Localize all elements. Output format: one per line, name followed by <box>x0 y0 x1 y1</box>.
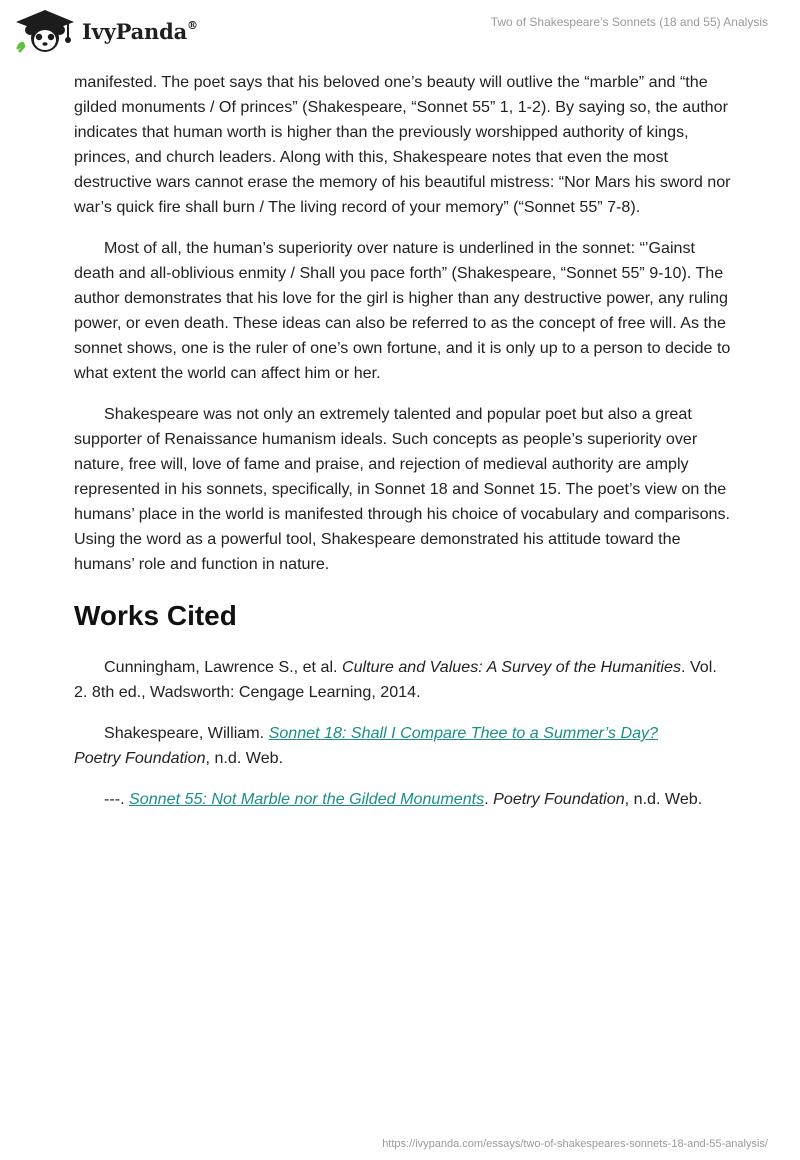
document-title: Two of Shakespeare’s Sonnets (18 and 55) Analysis <box>490 15 768 29</box>
ivypanda-logo[interactable] <box>14 8 198 54</box>
body-paragraph: manifested. The poet says that his beloved one’s beauty will outlive the “marble” and “the gilded monuments / Of princes” (Shakespeare, “Sonnet 55” 1, 1-2). By saying so, the author indicates that human worth is higher than the previously worshipped authority of kings, princes, and church leaders. Along with this, Shakespeare notes that even the most destructive wars cannot erase the memory of his beautiful mistress: “Nor Mars his sword nor war’s quick fire shall burn / The living record of your memory” (“Sonnet 55” 7-8). <box>74 73 731 216</box>
body-paragraph: Most of all, the human’s superiority over nature is underlined in the sonnet: “’Gainst death and all-oblivious enmity / Shall you pace forth” (Shakespeare, “Sonnet 55” 9-10). The author demonstrates that his love for the girl is higher than any destructive power, any ruling power, or even death. These ideas can also be referred to as the concept of free will. As the sonnet shows, one is the ruler of one’s own fortune, and it is only up to a person to decide to what extent the world can affect him or her. <box>74 239 731 382</box>
page-header <box>0 0 800 68</box>
sonnet-55-link[interactable]: Sonnet 55: Not Marble nor the Gilded Monuments <box>129 790 485 808</box>
citation-sonnet-55: ---. Sonnet 55: Not Marble nor the Gilded Monuments. Poetry Foundation, n.d. Web. <box>104 790 703 808</box>
brand-name: IvyPanda® <box>82 18 198 44</box>
body-paragraph: Shakespeare was not only an extremely talented and popular poet but also a great supporter of Renaissance humanism ideals. Such concepts as people’s superiority over nature, free will, love of fame and praise, and rejection of medieval authority are amply represented in his sonnets, specifically, in Sonnet 18 and Sonnet 15. The poet’s view on the humans’ place in the world is manifested through his choice of vocabulary and comparisons. Using the word as a powerful tool, Shakespeare demonstrated his attitude toward the humans’ role and function in nature. <box>74 405 731 573</box>
footer-url[interactable]: https://ivypanda.com/essays/two-of-shakespeares-sonnets-18-and-55-analysis/ <box>382 1138 768 1150</box>
sonnet-18-link[interactable]: Sonnet 18: Shall I Compare Thee to a Summer’s Day? <box>268 724 659 742</box>
citation-cunningham: Cunningham, Lawrence S., et al. Culture and Values: A Survey of the Humanities. Vol. 2. 8th ed., Wadsworth: Cengage Learning, 2014. <box>74 658 717 701</box>
essay-content <box>74 70 734 828</box>
panda-logo-icon <box>14 8 76 54</box>
works-cited-heading: Works Cited <box>74 600 237 631</box>
citation-sonnet-18: Shakespeare, William. Sonnet 18: Shall I Compare Thee to a Summer’s Day? Poetry Foundation, n.d. Web. <box>74 724 659 767</box>
